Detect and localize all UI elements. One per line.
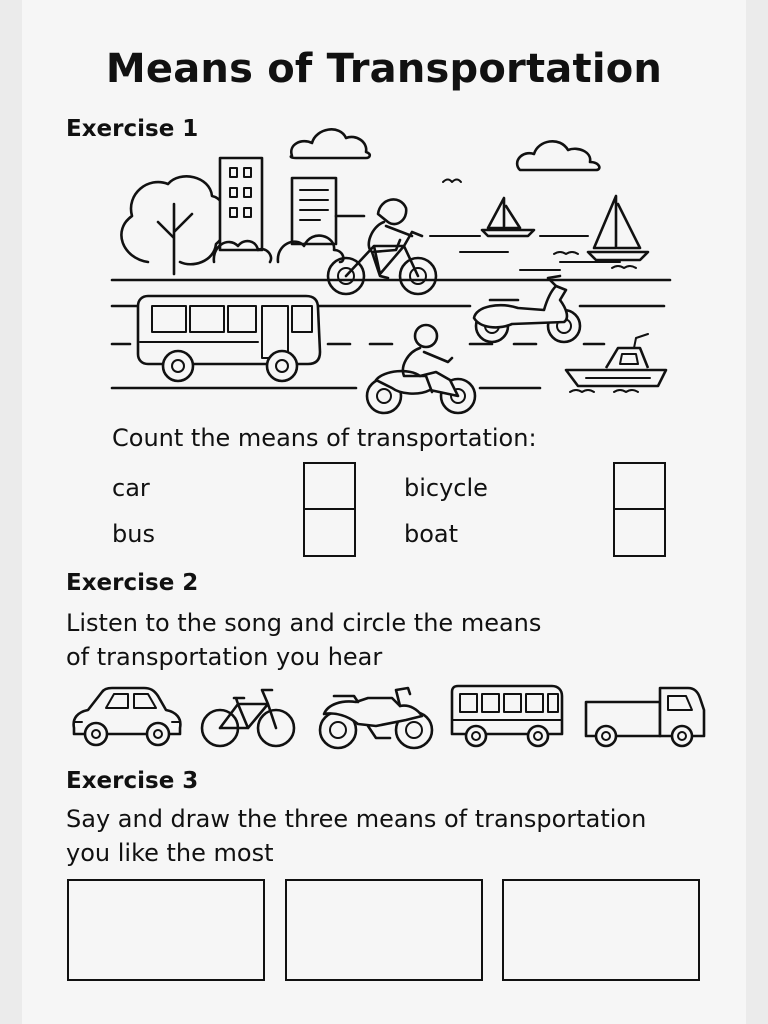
exercise-3-heading: Exercise 3 [66,768,199,794]
tree-icon [121,176,226,274]
count-box-bicycle[interactable] [613,462,666,510]
exercise-2-instruction-line1: Listen to the song and circle the means [66,609,542,637]
building-icon [292,178,364,244]
count-label-car: car [112,474,150,502]
exercise-2-instruction [66,606,726,674]
exercise-1-heading: Exercise 1 [66,116,199,142]
street-scene-illustration [100,118,680,420]
motorcycle-icon [367,325,475,413]
car-icon[interactable] [68,684,186,750]
cloud-icon [517,141,599,170]
truck-icon[interactable] [582,680,708,750]
count-label-bicycle: bicycle [404,474,488,502]
exercise-3-instruction-line1: Say and draw the three means of transportation [66,805,647,833]
count-box-boat[interactable] [613,508,666,557]
count-box-bus[interactable] [303,508,356,557]
exercise-2-heading: Exercise 2 [66,570,199,596]
bicycle-icon[interactable] [198,684,298,750]
count-label-boat: boat [404,520,459,548]
motorboat-icon [566,334,666,392]
building-icon [220,158,262,250]
count-label-bus: bus [112,520,155,548]
bird-icon [443,180,461,183]
sailboat-icon [482,198,534,236]
drawing-box-2[interactable] [285,879,483,981]
drawing-box-1[interactable] [67,879,265,981]
count-prompt: Count the means of transportation: [112,424,537,452]
page-title: Means of Transportation [105,46,663,92]
scooter-icon [474,276,580,342]
sailboat-icon [588,196,648,260]
exercise-3-instruction-line2: you like the most [66,839,274,867]
drawing-box-3[interactable] [502,879,700,981]
bus-icon[interactable] [448,682,568,750]
motorcycle-icon[interactable] [314,680,438,752]
exercise-3-instruction [66,802,746,870]
exercise-2-instruction-line2: of transportation you hear [66,643,383,671]
cloud-icon [291,129,370,158]
bus-icon [138,296,320,381]
count-box-car[interactable] [303,462,356,510]
